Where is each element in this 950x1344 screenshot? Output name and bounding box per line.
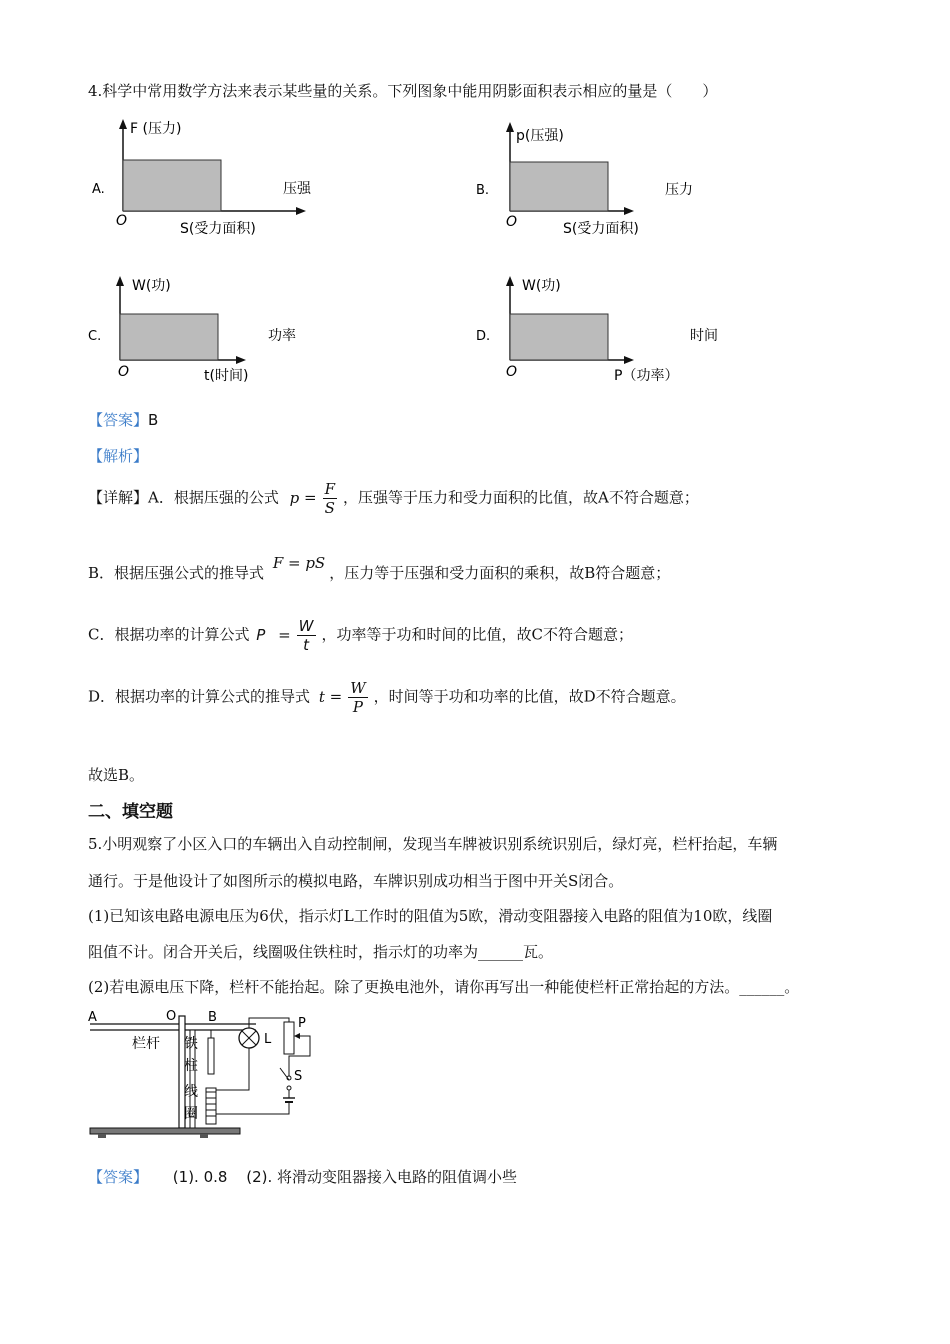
line-text: ，压力等于压强和受力面积的乘积，故B符合题意；: [329, 564, 671, 582]
label-a: A: [88, 1010, 97, 1025]
detail-line-a: [88, 480, 699, 517]
detail-line-b: [88, 554, 671, 583]
q5-part2: (2)若电源电压下降，栏杆不能抬起。除了更换电池外，请你再写出一种能使栏杆正常抬起的方法。______。: [88, 978, 800, 996]
x-axis-label: P（功率）: [614, 368, 679, 384]
line-text: ，压强等于压力和受力面积的比值，故A不符合题意；: [343, 488, 699, 507]
answer-value: B: [148, 411, 159, 429]
label-b: B: [208, 1010, 217, 1025]
answer-part2: (2). 将滑动变阻器接入电路的阻值调小些: [246, 1168, 518, 1186]
quantity-label: 压强: [283, 181, 311, 197]
option-letter: D.: [476, 329, 491, 344]
graph-b: [468, 118, 848, 248]
line-text: ，功率等于功和时间的比值，故C不符合题意；: [321, 625, 633, 644]
quantity-label: 功率: [268, 328, 296, 344]
q5-part1-line2: 阻值不计。闭合开关后，线圈吸住铁柱时，指示灯的功率为______瓦。: [88, 943, 554, 961]
analysis-tag: 【解析】: [88, 447, 149, 465]
answer-tag: 【答案】: [88, 1168, 149, 1186]
label-o: O: [166, 1009, 177, 1024]
origin-label: O: [506, 364, 518, 380]
formula-fraction: $\frac{W}{t}$: [298, 617, 314, 654]
answer-part1: (1). 0.8: [172, 1168, 228, 1186]
quantity-label: 时间: [690, 328, 718, 344]
origin-label: O: [116, 213, 128, 229]
q4-stem: 4.科学中常用数学方法来表示某些量的关系。下列图象中能用阴影面积表示相应的量是（ ）: [88, 82, 718, 100]
label-p: P: [298, 1016, 306, 1031]
y-axis-label: p(压强): [516, 128, 564, 144]
line-text: A．根据压强的公式: [148, 488, 279, 507]
q5-stem-line1: 5.小明观察了小区入口的车辆出入自动控制闸，发现当车牌被识别系统识别后，绿灯亮，栏杆抬起，车辆: [88, 835, 778, 853]
x-axis-label: t(时间): [204, 368, 249, 384]
label-bar: 栏杆: [132, 1036, 160, 1052]
graph-c: [80, 270, 460, 390]
formula-lhs: t: [318, 687, 325, 706]
answer-tag: 【答案】: [88, 411, 149, 429]
line-text: C．根据功率的计算公式: [88, 625, 250, 644]
x-axis-label: S(受力面积): [180, 221, 256, 237]
line-text: D．根据功率的计算公式的推导式: [88, 687, 311, 706]
formula-eq: =: [278, 625, 291, 644]
formula-eq: =: [329, 687, 343, 706]
detail-tag: 【详解】: [88, 488, 149, 507]
line-text: ，时间等于功和功率的比值，故D不符合题意。: [373, 687, 686, 706]
formula-eq: =: [304, 488, 317, 507]
label-iron: 铁: [184, 1036, 198, 1052]
y-axis-label: W(功): [522, 278, 561, 294]
origin-label: O: [506, 214, 518, 230]
label-l: L: [264, 1032, 272, 1047]
option-letter: A.: [92, 182, 105, 197]
detail-line-c: [88, 617, 633, 654]
label-coil1: 线: [184, 1084, 198, 1100]
line-text: B．根据压强公式的推导式: [88, 564, 265, 582]
detail-line-d: [88, 679, 686, 716]
q5-stem-line2: 通行。于是他设计了如图所示的模拟电路，车牌识别成功相当于图中开关S闭合。: [88, 872, 624, 890]
option-letter: C.: [88, 329, 102, 344]
y-axis-label: W(功): [132, 278, 171, 294]
formula-lhs: P: [256, 625, 266, 644]
q5-part1-line1: (1)已知该电路电源电压为6伏，指示灯L工作时的阻值为5欧，滑动变阻器接入电路的阻值为10欧，线圈: [88, 907, 773, 925]
y-axis-label: F (压力): [130, 121, 182, 137]
circuit-figure: [84, 1008, 344, 1143]
section-heading: 二、填空题: [88, 802, 173, 822]
formula-fraction: $\frac{F}{S}$: [324, 480, 336, 517]
q4-conclusion: 故选B。: [88, 766, 145, 784]
formula-fraction: $\frac{W}{P}$: [350, 679, 366, 716]
x-axis-label: S(受力面积): [563, 221, 639, 237]
quantity-label: 压力: [665, 182, 693, 198]
label-pillar: 柱: [184, 1058, 198, 1074]
label-coil2: 圈: [184, 1106, 198, 1122]
formula-lhs: p: [289, 488, 300, 507]
q4-answer: [88, 409, 158, 430]
formula-inline: F = pS: [272, 554, 326, 572]
option-letter: B.: [476, 183, 490, 198]
label-s: S: [294, 1069, 303, 1084]
origin-label: O: [118, 364, 130, 380]
graph-d: [468, 270, 848, 390]
graph-a: [80, 115, 460, 245]
q5-answer: [88, 1166, 517, 1187]
